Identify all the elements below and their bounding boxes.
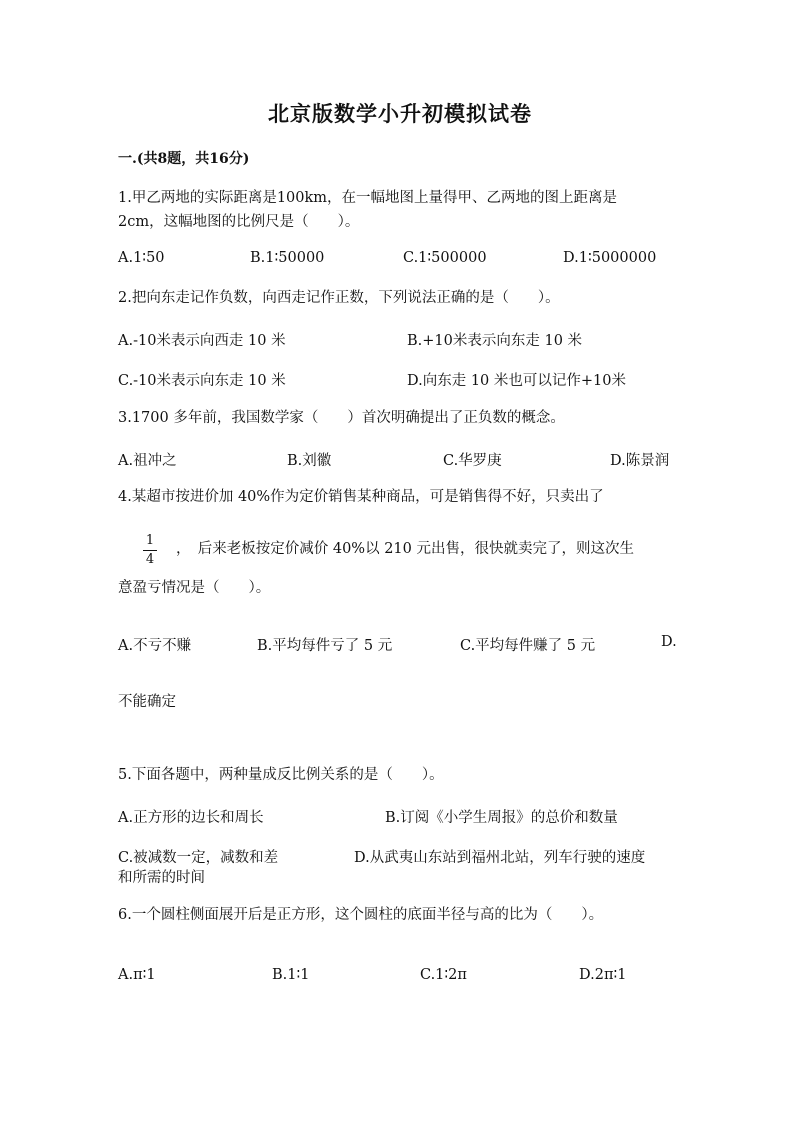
question-1-option-a[interactable]: A.1∶50: [118, 250, 165, 266]
question-5-text: 5.下面各题中，两种量成反比例关系的是（ ）。: [118, 767, 444, 783]
question-5-option-a[interactable]: A.正方形的边长和周长: [118, 810, 264, 826]
question-4-text-line1: 4.某超市按进价加 40%作为定价销售某种商品，可是销售得不好，只卖出了: [118, 489, 604, 505]
question-3-option-d[interactable]: D.陈景润: [610, 453, 670, 469]
question-3-option-a[interactable]: A.祖冲之: [118, 453, 177, 469]
question-4-option-d-continued[interactable]: 不能确定: [118, 694, 176, 710]
question-4-option-b[interactable]: B.平均每件亏了 5 元: [257, 638, 393, 654]
question-2-option-a[interactable]: A.-10米表示向西走 10 米: [118, 333, 286, 349]
question-6-option-a[interactable]: A.π∶1: [118, 967, 156, 983]
fraction-numerator: 1: [145, 533, 155, 548]
question-1-text-line1: 1.甲乙两地的实际距离是100km，在一幅地图上量得甲、乙两地的图上距离是: [118, 190, 618, 206]
fraction-denominator: 4: [145, 552, 155, 567]
question-5-option-d[interactable]: D.从武夷山东站到福州北站，列车行驶的速度: [354, 850, 646, 866]
question-1-option-c[interactable]: C.1∶500000: [403, 250, 487, 266]
question-3-text: 3.1700 多年前，我国数学家（ ）首次明确提出了正负数的概念。: [118, 410, 565, 426]
question-5-option-c[interactable]: C.被减数一定，减数和差: [118, 850, 279, 866]
question-6-option-c[interactable]: C.1∶2π: [420, 967, 467, 983]
question-4-text-line3: 意盈亏情况是（ ）。: [118, 580, 271, 596]
question-2-option-d[interactable]: D.向东走 10 米也可以记作+10米: [407, 373, 626, 389]
question-4-option-d[interactable]: D.: [661, 634, 677, 650]
question-5-option-b[interactable]: B.订阅《小学生周报》的总价和数量: [385, 810, 618, 826]
question-2-text: 2.把向东走记作负数，向西走记作正数，下列说法正确的是（ ）。: [118, 290, 560, 306]
question-6-text: 6.一个圆柱侧面展开后是正方形，这个圆柱的底面半径与高的比为（ ）。: [118, 907, 604, 923]
question-4-option-a[interactable]: A.不亏不赚: [118, 638, 192, 654]
question-6-option-b[interactable]: B.1∶1: [272, 967, 310, 983]
section-heading: 一.(共8题，共16分): [118, 151, 250, 167]
fraction-one-quarter: [143, 533, 157, 568]
question-3-option-b[interactable]: B.刘徽: [287, 453, 332, 469]
page-title: 北京版数学小升初模拟试卷: [268, 101, 532, 126]
question-2-option-b[interactable]: B.+10米表示向东走 10 米: [407, 333, 583, 349]
question-1-text-line2: 2cm，这幅地图的比例尺是（ ）。: [118, 214, 360, 230]
question-3-option-c[interactable]: C.华罗庚: [443, 453, 502, 469]
question-6-option-d[interactable]: D.2π∶1: [579, 967, 627, 983]
question-2-option-c[interactable]: C.-10米表示向东走 10 米: [118, 373, 286, 389]
question-1-option-d[interactable]: D.1∶5000000: [563, 250, 657, 266]
question-5-option-d-continued[interactable]: 和所需的时间: [118, 870, 205, 886]
question-1-option-b[interactable]: B.1∶50000: [250, 250, 325, 266]
question-4-option-c[interactable]: C.平均每件赚了 5 元: [460, 638, 596, 654]
fraction-bar: [143, 550, 157, 551]
question-4-text-line2: ， 后来老板按定价减价 40%以 210 元出售，很快就卖完了，则这次生: [176, 541, 634, 557]
